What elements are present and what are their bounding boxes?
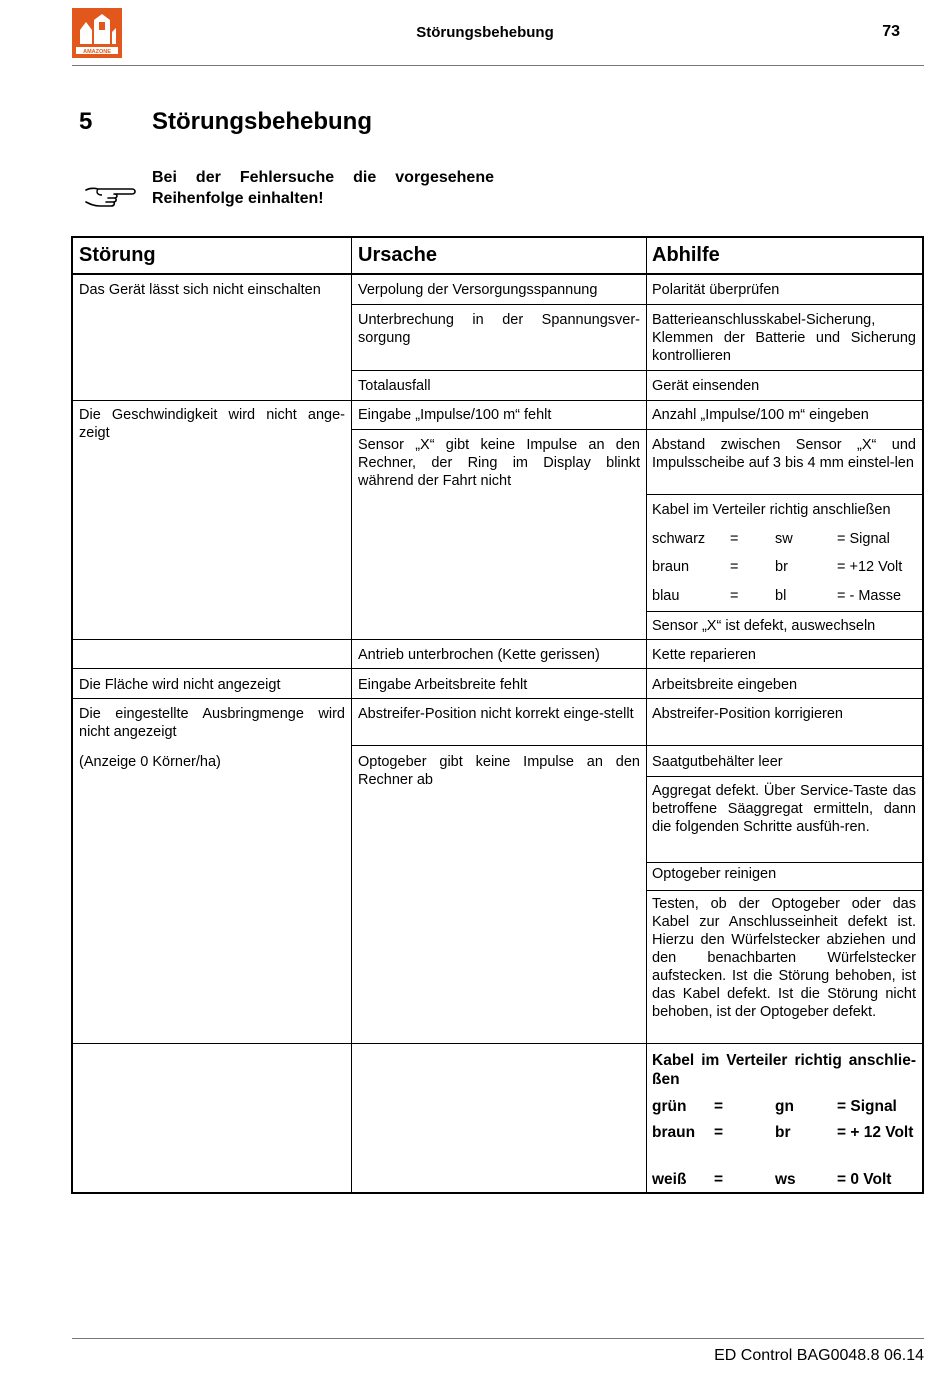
wiring-equals: = — [730, 559, 739, 575]
document-footer: ED Control BAG0048.8 06.14 — [714, 1347, 924, 1364]
wiring-color: braun — [652, 559, 690, 575]
ursache-cell: Eingabe „Impulse/100 m“ fehlt — [358, 407, 552, 423]
abhilfe-cell: Optogeber reinigen — [652, 866, 777, 882]
wiring-color: grün — [652, 1098, 687, 1115]
row-divider — [73, 639, 922, 640]
ursache-cell: Totalausfall — [358, 378, 431, 394]
column-header-abhilfe: Abhilfe — [652, 244, 720, 266]
row-divider — [351, 745, 922, 746]
abhilfe-cell: Anzahl „Impulse/100 m“ eingeben — [652, 407, 869, 423]
header-divider — [73, 273, 922, 275]
wiring-function: = - Masse — [837, 588, 902, 604]
abhilfe-cell: Gerät einsenden — [652, 378, 760, 394]
ursache-cell: Abstreifer-Position nicht korrekt einge-stellt — [358, 706, 634, 722]
abhilfe-cell: Abstand zwischen Sensor „X“ und Impulsscheibe auf 3 bis 4 mm einstel-len — [652, 437, 916, 471]
amazone-logo — [72, 8, 122, 58]
ursache-cell: Eingabe Arbeitsbreite fehlt — [358, 677, 528, 693]
ursache-cell: Unterbrechung in der Spannungsver-sorgung — [358, 312, 640, 346]
wiring-code: br — [775, 1124, 791, 1141]
abhilfe-cell: Arbeitsbreite eingeben — [652, 677, 798, 693]
ursache-cell: Optogeber gibt keine Impulse an den Rechner ab — [358, 754, 640, 788]
section-title: Störungsbehebung — [152, 108, 372, 135]
header-rule — [72, 65, 924, 66]
row-divider — [351, 304, 922, 305]
wiring-function: = Signal — [837, 531, 890, 547]
row-divider — [351, 370, 922, 371]
wiring-function: = 0 Volt — [837, 1171, 892, 1188]
abhilfe-cell: Testen, ob der Optogeber oder das Kabel zur Anschlusseinheit defekt ist. Hierzu den Würfelstecker abziehen und den benachbarten Würfelstecker aufstecken. Ist die Störung behoben, ist das Kabel defekt. Ist die Störung nicht behoben, ist der Optogeber defekt. — [652, 896, 916, 1020]
row-divider — [73, 400, 922, 401]
row-divider — [646, 494, 922, 495]
column-header-ursache: Ursache — [358, 244, 437, 266]
note-text: Bei der Fehlersuche die vorgesehene Reihenfolge einhalten! — [152, 169, 494, 207]
row-divider — [646, 890, 922, 891]
row-divider — [73, 698, 922, 699]
abhilfe-cell: Abstreifer-Position korrigieren — [652, 706, 843, 722]
running-header-title: Störungsbehebung — [416, 24, 554, 41]
footer-rule — [72, 1338, 924, 1339]
abhilfe-cell: Saatgutbehälter leer — [652, 754, 783, 770]
abhilfe-cell: Sensor „X“ ist defekt, auswechseln — [652, 618, 876, 634]
abhilfe-cell: Kabel im Verteiler richtig anschließen — [652, 502, 891, 518]
wiring-function: = +12 Volt — [837, 559, 903, 575]
wiring-code: sw — [775, 531, 793, 547]
wiring-code: ws — [775, 1171, 796, 1188]
stoerung-cell: Die eingestellte Ausbringmenge wird nicht angezeigt — [79, 706, 345, 740]
stoerung-cell-note: (Anzeige 0 Körner/ha) — [79, 754, 221, 770]
ursache-cell: Sensor „X“ gibt keine Impulse an den Rechner, der Ring im Display blinkt während der Fahrt nicht — [358, 437, 640, 489]
column-divider — [351, 238, 352, 1192]
wiring-color: braun — [652, 1124, 696, 1141]
pointing-hand-icon — [84, 180, 138, 215]
row-divider — [646, 611, 922, 612]
wiring-equals: = — [730, 531, 739, 547]
stoerung-cell: Die Fläche wird nicht angezeigt — [79, 677, 281, 693]
wiring-code: br — [775, 559, 788, 575]
page-number: 73 — [882, 23, 900, 40]
logo-text: AMAZONE — [83, 49, 111, 55]
wiring-color: schwarz — [652, 531, 706, 547]
wiring-equals: = — [714, 1098, 724, 1115]
wiring-color: blau — [652, 588, 680, 604]
wiring-color: weiß — [652, 1171, 687, 1188]
wiring-function: = Signal — [837, 1098, 897, 1115]
section-number: 5 — [79, 108, 93, 135]
abhilfe-cell: Kette reparieren — [652, 647, 756, 663]
wiring-function: = + 12 Volt — [837, 1124, 914, 1141]
row-divider — [351, 429, 922, 430]
wiring-equals: = — [714, 1124, 724, 1141]
row-divider — [646, 776, 922, 777]
wiring-equals: = — [730, 588, 739, 604]
abhilfe-cell: Batterieanschlusskabel-Sicherung, Klemmen der Batterie und Sicherung kontrollieren — [652, 312, 916, 364]
wiring-code: bl — [775, 588, 787, 604]
ursache-cell: Antrieb unterbrochen (Kette gerissen) — [358, 647, 600, 663]
abhilfe-cell: Aggregat defekt. Über Service-Taste das betroffene Säaggregat ermitteln, dann die folgenden Schritte ausfüh-ren. — [652, 783, 916, 835]
abhilfe-cell: Polarität überprüfen — [652, 282, 780, 298]
row-divider — [73, 1043, 922, 1044]
column-divider — [646, 238, 647, 1192]
column-header-stoerung: Störung — [79, 244, 156, 266]
abhilfe-cell-bold: Kabel im Verteiler richtig anschlie-ßen — [652, 1052, 916, 1088]
troubleshooting-table — [71, 236, 924, 1194]
row-divider — [73, 668, 922, 669]
ursache-cell: Verpolung der Versorgungsspannung — [358, 282, 598, 298]
wiring-equals: = — [714, 1171, 724, 1188]
wiring-code: gn — [775, 1098, 794, 1115]
stoerung-cell: Die Geschwindigkeit wird nicht ange-zeigt — [79, 407, 345, 441]
row-divider — [646, 862, 922, 863]
stoerung-cell: Das Gerät lässt sich nicht einschalten — [79, 282, 321, 298]
